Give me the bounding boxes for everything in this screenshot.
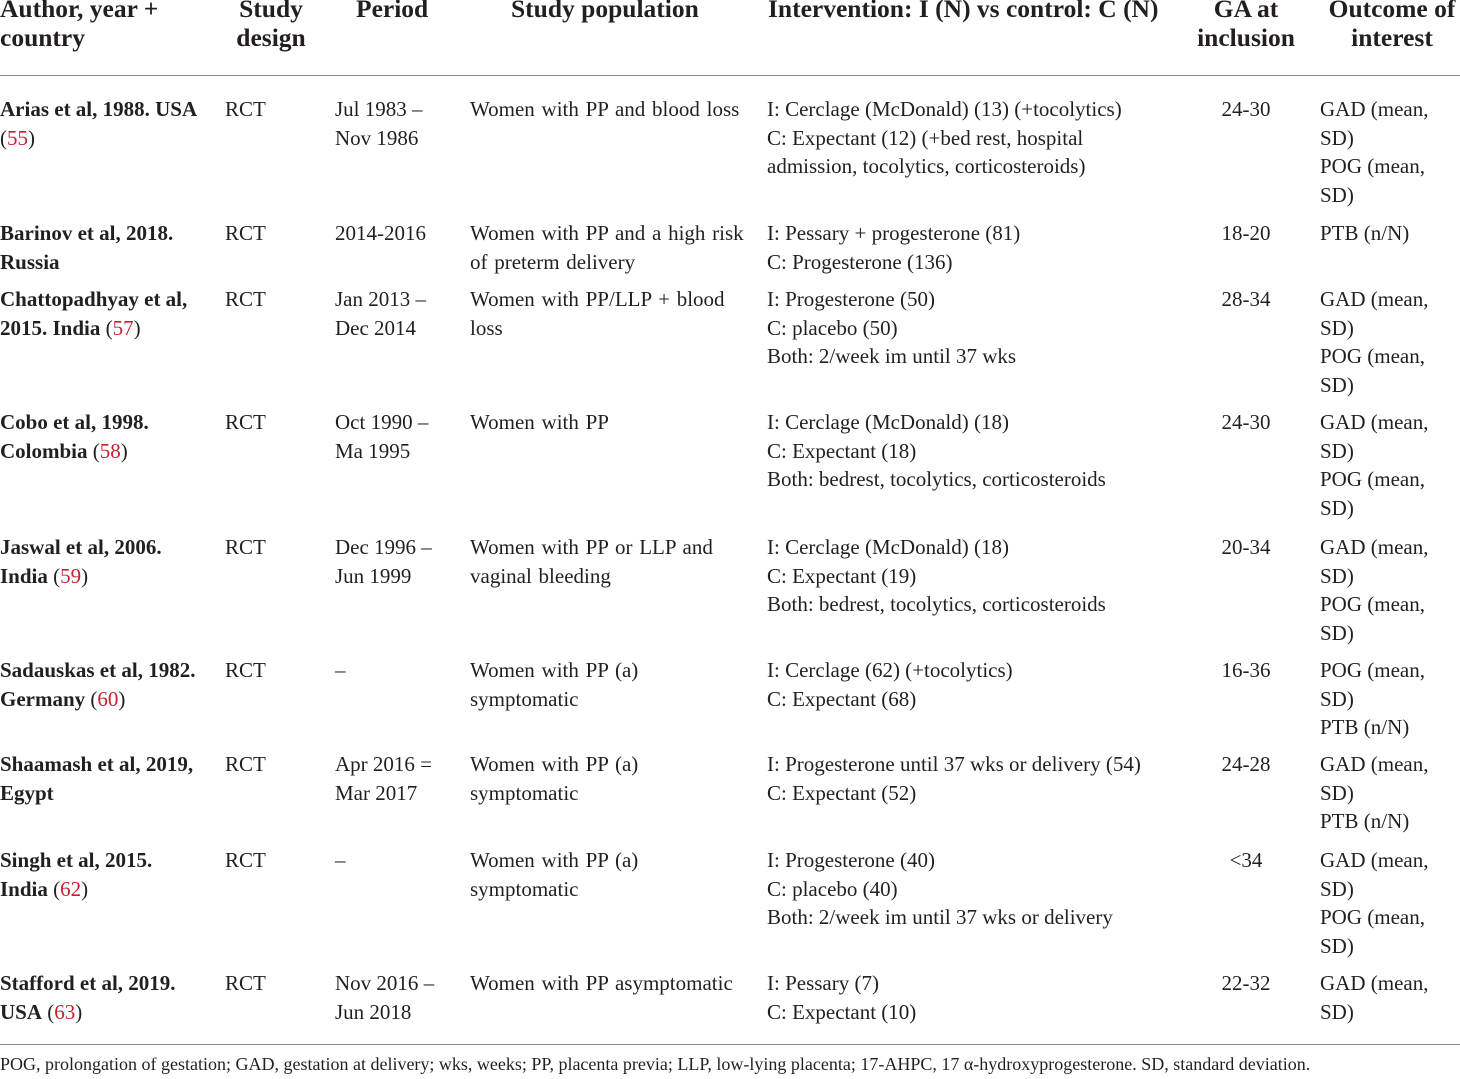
outcome-cell-line: SD) xyxy=(1320,315,1354,340)
reference-link[interactable]: 59 xyxy=(60,563,82,588)
outcome-cell-line: PTB (n/N) xyxy=(1320,221,1410,245)
author-line: (55) xyxy=(0,125,35,150)
period-cell-line: – xyxy=(335,848,346,872)
outcome-cell-line: POG (mean, xyxy=(1320,154,1425,179)
author-line xyxy=(0,248,215,277)
author-line xyxy=(0,408,215,437)
outcome-cell-line: GAD (mean, xyxy=(1320,752,1429,776)
period-cell-line: Mar 2017 xyxy=(335,780,418,805)
reference-link[interactable]: 60 xyxy=(97,686,119,711)
table-footnote: POG, prolongation of gestation; GAD, gestation at delivery; wks, weeks; PP, placenta previa; LLP, low-lying placenta; 17-AHPC, 17 α-hydroxyprogesterone. SD, standard deviation. xyxy=(0,1054,1311,1074)
author-text: Egypt xyxy=(0,780,54,805)
population-cell-line: Women with PP or LLP and xyxy=(470,535,713,559)
population-cell-line: Women with PP (a) xyxy=(470,848,639,872)
period-cell xyxy=(335,533,460,590)
outcome-cell xyxy=(1320,408,1455,523)
footer-divider xyxy=(0,1044,1460,1045)
population-cell xyxy=(470,750,755,807)
header-outcome-line: interest xyxy=(1351,23,1433,52)
intervention-cell-line: Both: bedrest, tocolytics, corticosteroids xyxy=(767,592,1106,617)
header-intervention xyxy=(768,0,1158,23)
header-ga xyxy=(1185,0,1307,52)
header-population xyxy=(511,0,699,23)
intervention-cell xyxy=(767,219,1167,276)
intervention-cell-line: C: Expectant (68) xyxy=(767,686,917,711)
outcome-cell-line: SD) xyxy=(1320,686,1354,711)
author-text: Sadauskas et al, 1982. xyxy=(0,658,196,682)
intervention-cell-line: C: Expectant (18) xyxy=(767,438,917,463)
period-cell xyxy=(335,95,460,152)
population-cell-line: Women with PP asymptomatic xyxy=(470,971,733,995)
period-cell xyxy=(335,656,460,685)
ga-cell: <34 xyxy=(1229,848,1263,872)
ga-cell: 16-36 xyxy=(1221,658,1271,682)
author-line: Germany (60) xyxy=(0,686,126,711)
period-cell-line: Oct 1990 – xyxy=(335,410,429,434)
intervention-cell xyxy=(767,846,1167,932)
author-line xyxy=(0,656,215,685)
intervention-cell xyxy=(767,656,1167,713)
header-design-line: Study xyxy=(239,0,303,23)
outcome-cell-line: POG (mean, xyxy=(1320,658,1425,682)
period-cell-line: Ma 1995 xyxy=(335,438,411,463)
design-cell: RCT xyxy=(225,410,266,434)
outcome-cell-line: GAD (mean, xyxy=(1320,287,1429,311)
outcome-cell-line: SD) xyxy=(1320,183,1354,208)
outcome-cell-line: SD) xyxy=(1320,621,1354,646)
author-text: Shaamash et al, 2019, xyxy=(0,752,194,776)
intervention-cell-line: I: Cerclage (McDonald) (18) xyxy=(767,535,1009,559)
period-cell xyxy=(335,969,460,1026)
period-cell-line: Apr 2016 = xyxy=(335,752,433,776)
outcome-cell-line: PTB (n/N) xyxy=(1320,809,1410,834)
design-cell: RCT xyxy=(225,535,266,559)
ga-cell: 24-28 xyxy=(1221,752,1271,776)
author-cell xyxy=(0,656,215,713)
period-cell-line: Nov 2016 – xyxy=(335,971,435,995)
population-cell xyxy=(470,656,755,713)
author-text: 2015. India xyxy=(0,315,101,340)
author-text: India xyxy=(0,563,48,588)
population-cell-line: Women with PP xyxy=(470,410,609,434)
intervention-cell-line: Both: bedrest, tocolytics, corticosteroids xyxy=(767,467,1106,492)
author-text: Chattopadhyay et al, xyxy=(0,287,188,311)
design-cell: RCT xyxy=(225,848,266,872)
author-text: Stafford et al, 2019. xyxy=(0,971,176,995)
intervention-cell xyxy=(767,750,1167,807)
ga-cell: 24-30 xyxy=(1221,410,1271,434)
author-line xyxy=(0,750,215,779)
outcome-cell xyxy=(1320,750,1455,836)
header-divider xyxy=(0,75,1460,76)
population-cell xyxy=(470,533,755,590)
outcome-cell-line: GAD (mean, xyxy=(1320,848,1429,872)
outcome-cell-line: POG (mean, xyxy=(1320,905,1425,930)
outcome-cell-line: GAD (mean, xyxy=(1320,535,1429,559)
author-cell xyxy=(0,285,215,342)
intervention-cell-line: C: Expectant (52) xyxy=(767,780,917,805)
population-cell xyxy=(470,95,755,124)
population-cell-line: symptomatic xyxy=(470,686,579,711)
intervention-cell-line: C: Expectant (12) (+bed rest, hospital xyxy=(767,125,1084,150)
outcome-cell-line: SD) xyxy=(1320,780,1354,805)
author-line xyxy=(0,533,215,562)
period-cell-line: Jan 2013 – xyxy=(335,287,426,311)
intervention-cell xyxy=(767,969,1167,1026)
design-cell: RCT xyxy=(225,287,266,311)
outcome-cell xyxy=(1320,95,1455,210)
outcome-cell-line: SD) xyxy=(1320,934,1354,959)
outcome-cell-line: SD) xyxy=(1320,876,1354,901)
author-line: 2015. India (57) xyxy=(0,315,141,340)
intervention-cell-line: I: Cerclage (McDonald) (13) (+tocolytics) xyxy=(767,97,1122,121)
author-text: Colombia xyxy=(0,438,88,463)
header-period xyxy=(356,0,428,23)
intervention-cell-line: I: Progesterone until 37 wks or delivery (54) xyxy=(767,752,1141,776)
period-cell xyxy=(335,846,460,875)
outcome-cell-line: SD) xyxy=(1320,999,1354,1024)
outcome-cell-line: SD) xyxy=(1320,125,1354,150)
reference-link[interactable]: 57 xyxy=(112,315,134,340)
outcome-cell-line: SD) xyxy=(1320,563,1354,588)
population-cell-line: Women with PP (a) xyxy=(470,658,639,682)
population-cell xyxy=(470,846,755,903)
design-cell: RCT xyxy=(225,752,266,776)
header-author xyxy=(0,0,158,52)
author-text: Jaswal et al, 2006. xyxy=(0,535,162,559)
period-cell-line: Jun 2018 xyxy=(335,999,412,1024)
period-cell-line: Jul 1983 – xyxy=(335,97,423,121)
author-line xyxy=(0,779,215,808)
reference-link[interactable]: 63 xyxy=(54,999,76,1024)
header-ga-line: GA at xyxy=(1213,0,1279,23)
header-population-line: Study population xyxy=(511,0,699,23)
period-cell-line: Jun 1999 xyxy=(335,563,412,588)
population-cell-line: vaginal bleeding xyxy=(470,563,611,588)
outcome-cell xyxy=(1320,533,1455,648)
ga-cell: 28-34 xyxy=(1221,287,1271,311)
outcome-cell-line: SD) xyxy=(1320,438,1354,463)
author-line xyxy=(0,846,215,875)
intervention-cell xyxy=(767,408,1167,494)
author-cell xyxy=(0,408,215,465)
author-line: USA (63) xyxy=(0,999,83,1024)
author-cell xyxy=(0,533,215,590)
author-text: Russia xyxy=(0,249,60,274)
period-cell xyxy=(335,285,460,342)
design-cell: RCT xyxy=(225,221,266,245)
author-text: USA xyxy=(0,999,43,1024)
intervention-cell-line: C: Expectant (19) xyxy=(767,563,917,588)
intervention-cell-line: I: Cerclage (McDonald) (18) xyxy=(767,410,1009,434)
outcome-cell-line: POG (mean, xyxy=(1320,467,1425,492)
period-cell-line: Nov 1986 xyxy=(335,125,419,150)
intervention-cell-line: C: placebo (50) xyxy=(767,315,898,340)
intervention-cell-line: I: Pessary + progesterone (81) xyxy=(767,221,1021,245)
intervention-cell-line: I: Progesterone (40) xyxy=(767,848,935,872)
period-cell xyxy=(335,750,460,807)
outcome-cell-line: SD) xyxy=(1320,373,1354,398)
header-outcome-line: Outcome of xyxy=(1328,0,1456,23)
author-line xyxy=(0,285,215,314)
outcome-cell xyxy=(1320,846,1455,961)
intervention-cell-line: Both: 2/week im until 37 wks or delivery xyxy=(767,905,1113,930)
population-cell xyxy=(470,969,755,998)
period-cell-line: 2014-2016 xyxy=(335,221,426,245)
author-text: Germany xyxy=(0,686,86,711)
header-author-line: country xyxy=(0,23,85,52)
outcome-cell xyxy=(1320,285,1455,400)
ga-cell: 18-20 xyxy=(1221,221,1271,245)
period-cell-line: Dec 2014 xyxy=(335,315,417,340)
period-cell xyxy=(335,408,460,465)
author-line: Colombia (58) xyxy=(0,438,128,463)
author-cell xyxy=(0,219,215,276)
period-cell-line: Dec 1996 – xyxy=(335,535,432,559)
population-cell-line: Women with PP (a) xyxy=(470,752,639,776)
author-text: Cobo et al, 1998. xyxy=(0,410,149,434)
ga-cell: 22-32 xyxy=(1221,971,1271,995)
author-text: Arias et al, 1988. USA xyxy=(0,97,198,121)
outcome-cell-line: POG (mean, xyxy=(1320,344,1425,369)
outcome-cell xyxy=(1320,656,1455,742)
outcome-cell xyxy=(1320,969,1455,1026)
population-cell-line: Women with PP and blood loss xyxy=(470,97,740,121)
population-cell-line: Women with PP/LLP + blood xyxy=(470,287,725,311)
outcome-cell-line: GAD (mean, xyxy=(1320,971,1429,995)
author-text: Barinov et al, 2018. xyxy=(0,221,174,245)
population-cell xyxy=(470,219,755,276)
ga-cell: 20-34 xyxy=(1221,535,1271,559)
author-line: India (62) xyxy=(0,876,89,901)
header-period-line: Period xyxy=(356,0,429,23)
intervention-cell xyxy=(767,95,1167,181)
population-cell-line: Women with PP and a high risk xyxy=(470,221,744,245)
header-author-line: Author, year + xyxy=(0,0,159,23)
intervention-cell-line: I: Progesterone (50) xyxy=(767,287,935,311)
intervention-cell-line: C: placebo (40) xyxy=(767,876,898,901)
author-cell xyxy=(0,969,215,1026)
header-intervention-line: Intervention: I (N) vs control: C (N) xyxy=(768,0,1159,23)
ga-cell: 24-30 xyxy=(1221,97,1271,121)
author-line xyxy=(0,219,215,248)
header-design-line: design xyxy=(236,23,306,52)
intervention-cell xyxy=(767,285,1167,371)
author-cell xyxy=(0,750,215,807)
author-text: India xyxy=(0,876,48,901)
author-line xyxy=(0,969,215,998)
reference-link[interactable]: 58 xyxy=(99,438,121,463)
outcome-cell-line: GAD (mean, xyxy=(1320,410,1429,434)
population-cell xyxy=(470,285,755,342)
outcome-cell-line: GAD (mean, xyxy=(1320,97,1429,121)
header-ga-line: inclusion xyxy=(1197,23,1295,52)
outcome-cell xyxy=(1320,219,1455,248)
intervention-cell-line: I: Cerclage (62) (+tocolytics) xyxy=(767,658,1013,682)
author-line xyxy=(0,95,215,124)
population-cell xyxy=(470,408,755,437)
population-cell-line: of preterm delivery xyxy=(470,249,636,274)
outcome-cell-line: PTB (n/N) xyxy=(1320,715,1410,740)
outcome-cell-line: SD) xyxy=(1320,496,1354,521)
author-text: Singh et al, 2015. xyxy=(0,848,153,872)
header-design xyxy=(230,0,312,52)
intervention-cell-line: C: Expectant (10) xyxy=(767,999,917,1024)
period-cell xyxy=(335,219,460,248)
reference-link[interactable]: 62 xyxy=(60,876,82,901)
population-cell-line: symptomatic xyxy=(470,780,579,805)
population-cell-line: symptomatic xyxy=(470,876,579,901)
intervention-cell-line: admission, tocolytics, corticosteroids) xyxy=(767,154,1086,179)
design-cell: RCT xyxy=(225,971,266,995)
intervention-cell-line: C: Progesterone (136) xyxy=(767,249,953,274)
design-cell: RCT xyxy=(225,97,266,121)
author-cell xyxy=(0,846,215,903)
author-cell xyxy=(0,95,215,152)
intervention-cell-line: Both: 2/week im until 37 wks xyxy=(767,344,1017,369)
reference-link[interactable]: 55 xyxy=(7,125,28,150)
outcome-cell-line: POG (mean, xyxy=(1320,592,1425,617)
author-line: India (59) xyxy=(0,563,89,588)
intervention-cell-line: I: Pessary (7) xyxy=(767,971,879,995)
design-cell: RCT xyxy=(225,658,266,682)
intervention-cell xyxy=(767,533,1167,619)
period-cell-line: – xyxy=(335,658,346,682)
header-outcome xyxy=(1322,0,1460,52)
population-cell-line: loss xyxy=(470,315,503,340)
